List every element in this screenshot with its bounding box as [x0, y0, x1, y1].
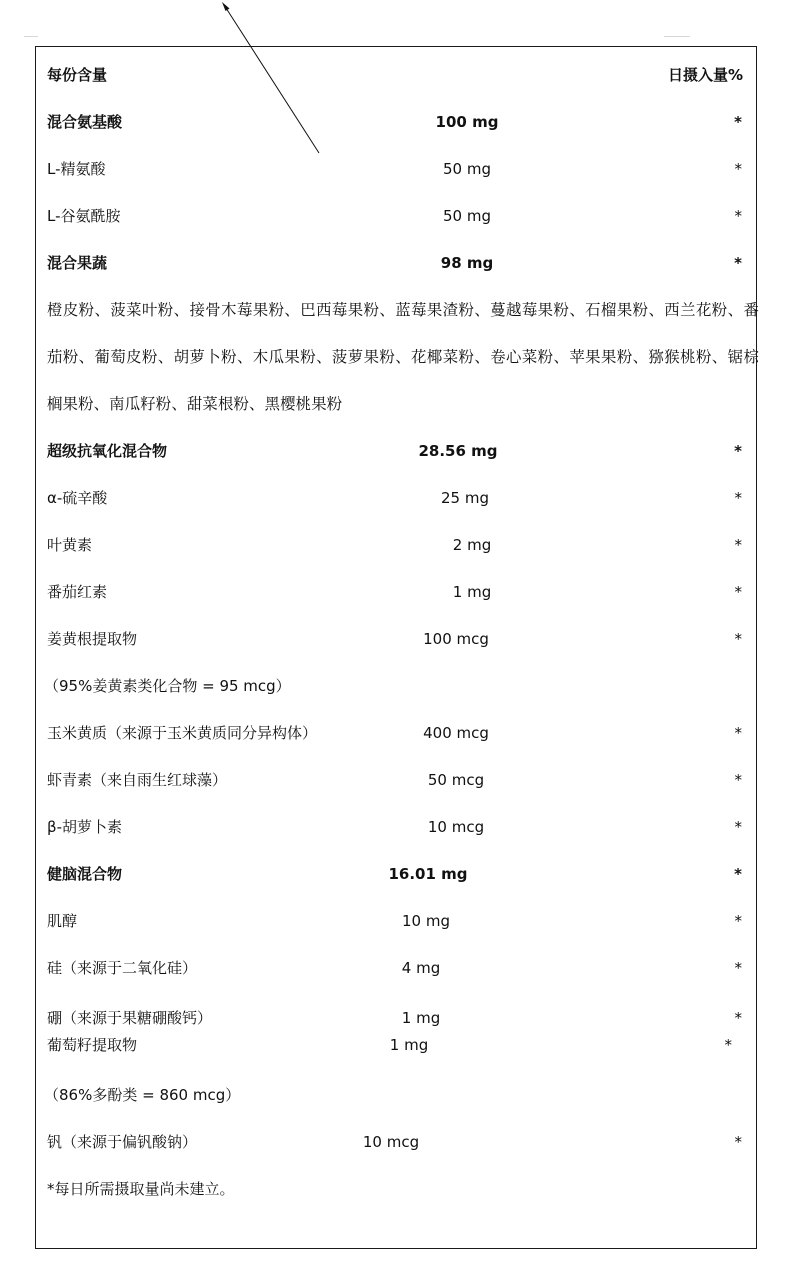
daily-value: * [734, 630, 742, 648]
ingredient-row [36, 624, 756, 654]
ingredient-row [36, 1003, 756, 1033]
ingredient-row [36, 154, 756, 184]
ingredient-name: 硅（来源于二氧化硅） [47, 959, 198, 977]
ingredient-amount: 1 mg [401, 1009, 441, 1027]
daily-value: * [734, 160, 742, 178]
ingredient-amount: 10 mcg [362, 1133, 420, 1151]
footnote-text: *每日所需摄取量尚未建立。 [47, 1180, 235, 1198]
ingredient-amount: 10 mcg [427, 818, 485, 836]
ingredient-row [36, 201, 756, 231]
ingredient-name: L-精氨酸 [47, 160, 106, 178]
daily-value: * [734, 865, 742, 883]
ingredient-amount: 100 mcg [423, 630, 489, 648]
header-row [36, 60, 756, 90]
blend-name: 混合果蔬 [47, 254, 108, 272]
blend-row-antioxidant [36, 436, 756, 466]
ingredient-name: 番茄红素 [47, 583, 108, 601]
curcumin-note [36, 671, 756, 701]
ingredient-amount: 25 mg [441, 489, 489, 507]
note-text: （86%多酚类 = 860 mcg） [44, 1086, 241, 1104]
blend-amount: 28.56 mg [418, 442, 498, 460]
ingredient-row [36, 812, 756, 842]
ingredient-amount: 50 mg [443, 207, 491, 225]
blend-amount: 100 mg [435, 113, 499, 131]
edge-rule-left [24, 36, 38, 37]
edge-rule-right [664, 36, 690, 37]
daily-value: * [734, 959, 742, 977]
ingredient-name: 叶黄素 [47, 536, 93, 554]
blend-name: 超级抗氧化混合物 [47, 442, 168, 460]
ingredient-name: 姜黄根提取物 [47, 630, 138, 648]
ingredient-row [36, 483, 756, 513]
blend-name: 健脑混合物 [47, 865, 123, 883]
ingredient-row [36, 1030, 756, 1060]
daily-value: * [734, 818, 742, 836]
blend-row-amino [36, 107, 756, 137]
ingredient-name: 玉米黄质（来源于玉米黄质同分异构体） [47, 724, 318, 742]
blend-name: 混合氨基酸 [47, 113, 123, 131]
daily-value: * [734, 254, 742, 272]
ingredient-amount: 4 mg [401, 959, 441, 977]
supplement-facts-table [35, 46, 757, 1249]
serving-label: 每份含量 [47, 66, 108, 84]
daily-value: * [734, 442, 742, 460]
ingredient-name: 葡萄籽提取物 [47, 1036, 138, 1054]
ingredient-row [36, 953, 756, 983]
ingredient-name: β-胡萝卜素 [47, 818, 122, 836]
panel-border-gap [758, 1021, 778, 1081]
daily-value: * [734, 583, 742, 601]
blend-amount: 98 mg [440, 254, 494, 272]
grape-seed-note [36, 1080, 756, 1110]
daily-value: * [734, 1009, 742, 1027]
ingredient-row [36, 718, 756, 748]
blend-row-brain [36, 859, 756, 889]
ingredient-amount: 10 mg [402, 912, 450, 930]
ingredient-amount: 1 mg [452, 583, 492, 601]
ingredient-name: α-硫辛酸 [47, 489, 108, 507]
daily-value: * [734, 536, 742, 554]
ingredient-amount: 400 mcg [423, 724, 489, 742]
blend-row-fruitveg [36, 248, 756, 278]
daily-value: * [734, 771, 742, 789]
daily-value-label: 日摄入量% [667, 66, 743, 84]
daily-value: * [734, 1133, 742, 1151]
daily-value: * [734, 113, 742, 131]
ingredient-row [36, 765, 756, 795]
arrow-head [222, 2, 230, 11]
blend-amount: 16.01 mg [388, 865, 468, 883]
fruitveg-ingredient-list: 橙皮粉、菠菜叶粉、接骨木莓果粉、巴西莓果粉、蓝莓果渣粉、蔓越莓果粉、石榴果粉、西兰花粉、番茄粉、葡萄皮粉、胡萝卜粉、木瓜果粉、菠萝果粉、花椰菜粉、卷心菜粉、苹果果粉、猕猴桃粉、锯棕榈果粉、南瓜籽粉、甜菜根粉、黑樱桃果粉 [47, 301, 759, 413]
ingredient-name: 硼（来源于果糖硼酸钙） [47, 1009, 213, 1027]
ingredient-row [36, 577, 756, 607]
ingredient-name: 肌醇 [47, 912, 78, 930]
ingredient-row [36, 530, 756, 560]
ingredient-amount: 50 mcg [427, 771, 485, 789]
ingredient-amount: 1 mg [389, 1036, 429, 1054]
daily-value: * [734, 724, 742, 742]
ingredient-row [36, 906, 756, 936]
ingredient-amount: 50 mg [443, 160, 491, 178]
ingredient-name: L-谷氨酰胺 [47, 207, 121, 225]
daily-value: * [724, 1036, 732, 1054]
ingredient-name: 虾青素（来自雨生红球藻） [47, 771, 228, 789]
daily-value: * [734, 207, 742, 225]
daily-value: * [734, 912, 742, 930]
footnote-row [36, 1174, 756, 1204]
daily-value: * [734, 489, 742, 507]
ingredient-name: 钒（来源于偏钒酸钠） [47, 1133, 198, 1151]
note-text: （95%姜黄素类化合物 = 95 mcg） [44, 677, 291, 695]
ingredient-row [36, 1127, 756, 1157]
ingredient-amount: 2 mg [452, 536, 492, 554]
